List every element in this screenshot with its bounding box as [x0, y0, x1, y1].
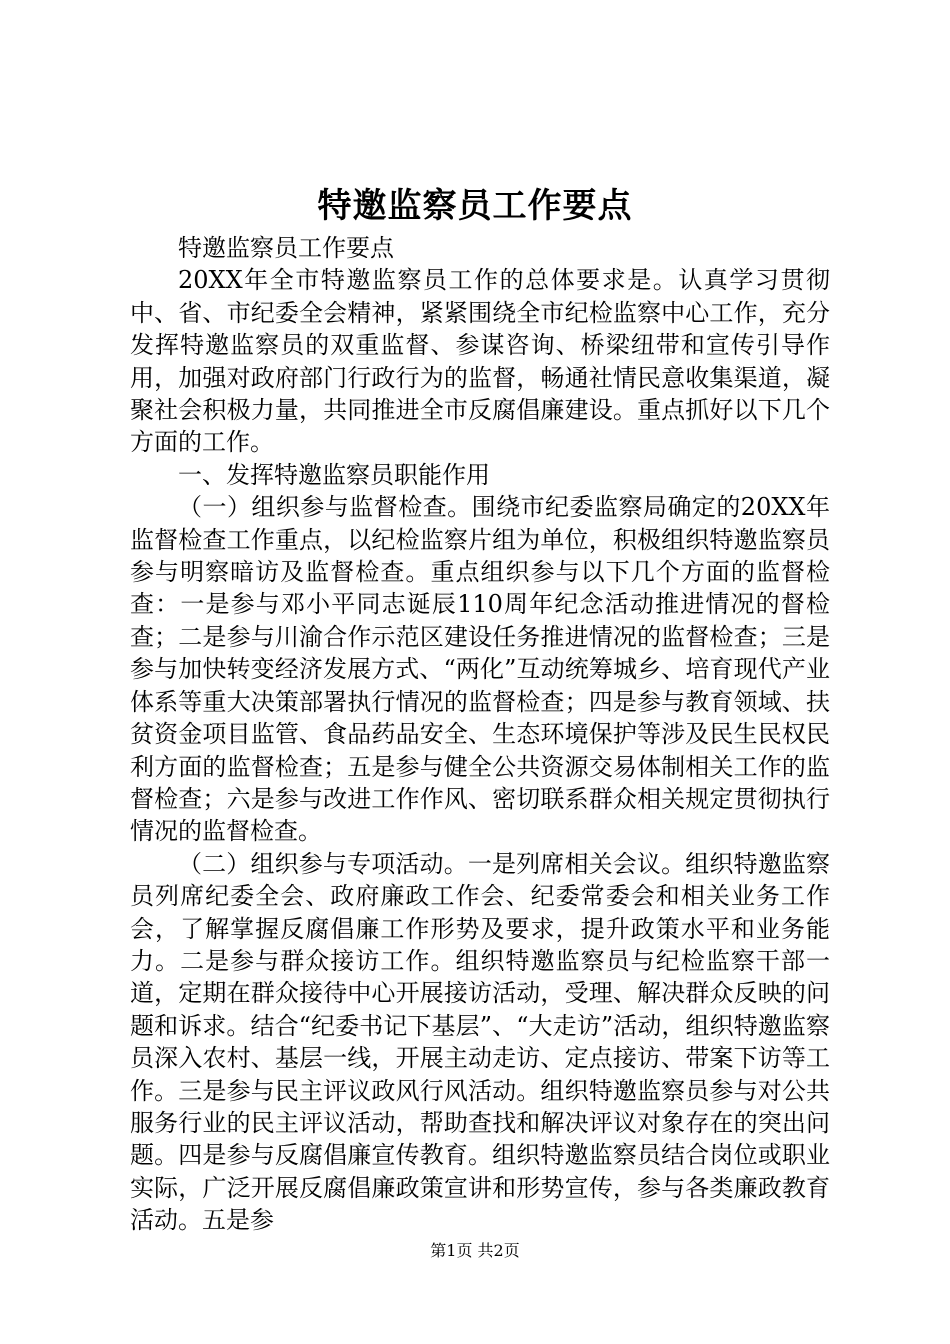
subtitle-paragraph: 特邀监察员工作要点 [178, 234, 394, 262]
page-number-footer: 第1页 共2页 [430, 1241, 520, 1260]
section-heading: 一、发挥特邀监察员职能作用 [178, 460, 490, 489]
intro-paragraph: 20XX年全市特邀监察员工作的总体要求是。认真学习贯彻中、省、市纪委全会精神，紧紧围绕全市纪检监察中心工作，充分发挥特邀监察员的双重监督、参谋咨询、桥梁纽带和宣传引导作用，加强对政府部门行政行为的监督，畅通社情民意收集渠道，凝聚社会积极力量，共同推进全市反腐倡廉建设。重点抓好以下几个方面的工作。 [130, 266, 830, 457]
subsection-2-paragraph: （二）组织参与专项活动。一是列席相关会议。组织特邀监察员列席纪委全会、政府廉政工作会、纪委常委会和相关业务工作会，了解掌握反腐倡廉工作形势及要求，提升政策水平和业务能力。二是参与群众接访工作。组织特邀监察员与纪检监察干部一道，定期在群众接待中心开展接访活动，受理、解决群众反映的问题和诉求。结合“纪委书记下基层”、“大走访”活动，组织特邀监察员深入农村、基层一线，开展主动走访、定点接访、带案下访等工作。三是参与民主评议政风行风活动。组织特邀监察员参与对公共服务行业的民主评议活动，帮助查找和解决评议对象存在的突出问题。四是参与反腐倡廉宣传教育。组织特邀监察员结合岗位或职业实际，广泛开展反腐倡廉政策宣讲和形势宣传，参与各类廉政教育活动。五是参 [130, 849, 830, 1235]
document-body [130, 232, 830, 1237]
document-title: 特邀监察员工作要点 [317, 186, 633, 226]
subsection-1-paragraph: （一）组织参与监督检查。围绕市纪委监察局确定的20XX年监督检查工作重点，以纪检监察片组为单位，积极组织特邀监察员参与明察暗访及监督检查。重点组织参与以下几个方面的监督检查：一是参与邓小平同志诞辰110周年纪念活动推进情况的督检查；二是参与川渝合作示范区建设任务推进情况的监督检查；三是参与加快转变经济发展方式、“两化”互动统筹城乡、培育现代产业体系等重大决策部署执行情况的监督检查；四是参与教育领域、扶贫资金项目监管、食品药品安全、生态环境保护等涉及民生民权民利方面的监督检查；五是参与健全公共资源交易体制相关工作的监督检查；六是参与改进工作作风、密切联系群众相关规定贯彻执行情况的监督检查。 [130, 493, 830, 846]
